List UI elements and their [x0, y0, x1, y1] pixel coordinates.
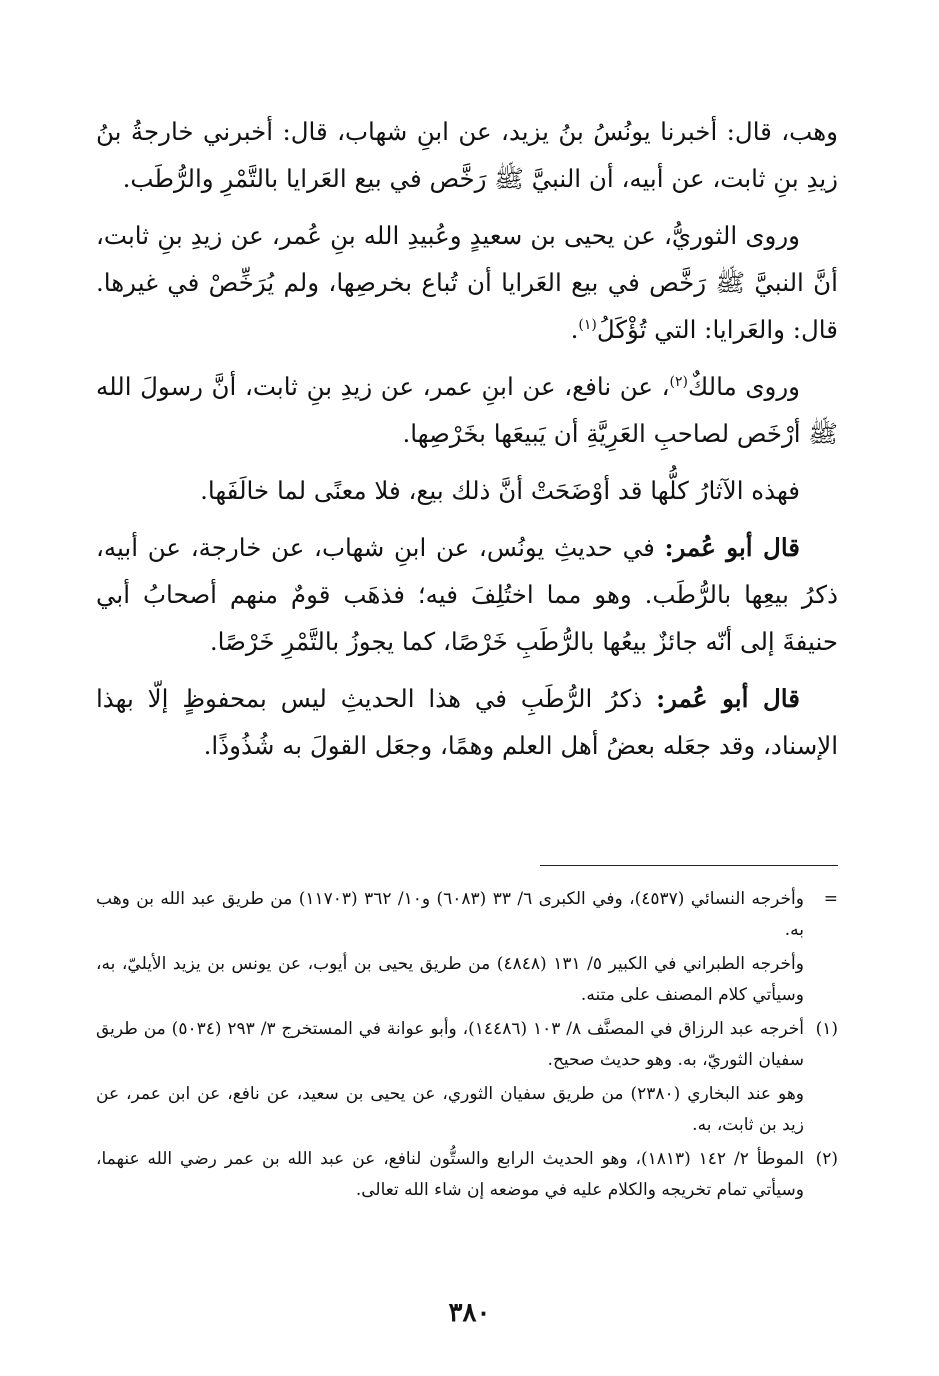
page-number: ٣٨٠ — [448, 1298, 491, 1328]
footnote-continuation — [96, 884, 838, 946]
footnote-text: الموطأ ٢/ ١٤٢ (١٨١٣)، وهو الحديث الرابع والستُّون لنافع، عن عبد الله بن عمر رضي الله عنهما، وسيأتي تمام تخريجه والكلام عليه في موضعه إن شاء الله تعالى. — [96, 1149, 804, 1200]
footnote-ref-2[interactable]: (٢) — [669, 373, 689, 390]
paragraph-1 — [96, 108, 838, 202]
footnote-marker: = — [823, 889, 838, 909]
paragraph-4 — [96, 467, 838, 514]
footnote-text: أخرجه عبد الرزاق في المصنَّف ٨/ ١٠٣ (١٤٤٨٦)، وأبو عوانة في المستخرج ٣/ ٢٩٣ (٥٠٣٤) من طريق سفيان الثوريّ، به. وهو حديث صحيح. — [96, 1019, 805, 1070]
footnote-marker: (١) — [815, 1019, 838, 1039]
paragraph-6-lead: قال أبو عُمر: — [656, 684, 800, 713]
paragraph-2-text: وروى الثوريُّ، عن يحيى بن سعيدٍ وعُبيدِ الله بنِ عُمر، عن زيدِ بنِ ثابت، أنَّ النبيَّ ﷺ رَخَّص في بيع العَرايا أن تُباع بخرصِها، ولم يُرَخِّصْ في غيرها. قال: والعَرايا: التي تُؤْكَلُ — [96, 221, 838, 344]
footnote-2 — [96, 1144, 838, 1206]
paragraph-3-text-before: وروى مالكٌ — [688, 372, 800, 401]
footnotes — [96, 884, 838, 1209]
footnote-continuation-2 — [96, 949, 838, 1011]
footnote-1-continuation — [96, 1079, 838, 1141]
paragraph-2 — [96, 212, 838, 353]
paragraph-6 — [96, 675, 838, 769]
paragraph-2-tail: . — [570, 315, 579, 344]
footnote-marker: (٢) — [815, 1149, 838, 1169]
paragraph-1-text: وهب، قال: أخبرنا يونُسُ بنُ يزيد، عن ابنِ شهاب، قال: أخبرني خارجةُ بنُ زيدِ بنِ ثابت، عن أبيه، أن النبيَّ ﷺ رَخَّص في بيع العَرايا بالتَّمْرِ والرُّطَب. — [96, 117, 838, 193]
footnote-text: وأخرجه الطبراني في الكبير ٥/ ١٣١ (٤٨٤٨) من طريق يحيى بن أيوب، عن يونس بن يزيد الأيليّ، به، وسيأتي كلام المصنف على متنه. — [96, 954, 804, 1005]
paragraph-5-text: في حديثِ يونُس، عن ابنِ شهاب، عن خارجة، عن أبيه، ذكرُ بيعِها بالرُّطَب. وهو مما اختُلِفَ فيه؛ فذهَب قومٌ منهم أصحابُ أبي حنيفةَ إلى أنّه جائزٌ بيعُها بالرُّطَبِ خَرْصًا، كما يجوزُ بالتَّمْرِ خَرْصًا. — [96, 533, 838, 656]
footnote-1 — [96, 1014, 838, 1076]
paragraph-3 — [96, 363, 838, 457]
footnote-separator — [540, 865, 838, 866]
paragraph-5 — [96, 524, 838, 665]
footnote-ref-1[interactable]: (١) — [578, 316, 597, 333]
paragraph-3-text-after: ، عن نافع، عن ابنِ عمر، عن زيدِ بنِ ثابت، أنَّ رسولَ الله ﷺ أرْخَص لصاحبِ العَرِيَّةِ أن يَبيعَها بخَرْصِها. — [96, 372, 838, 448]
paragraph-4-text: فهذه الآثارُ كلُّها قد أوْضَحَتْ أنَّ ذلك بيع، فلا معنًى لما خالَفَها. — [200, 476, 800, 505]
footnote-text: وهو عند البخاري (٢٣٨٠) من طريق سفيان الثوري، عن يحيى بن سعيد، عن نافع، عن ابن عمر، عن زيد بن ثابت، به. — [96, 1084, 804, 1135]
main-text — [96, 108, 838, 779]
paragraph-5-lead: قال أبو عُمر: — [664, 533, 800, 562]
footnote-text: وأخرجه النسائي (٤٥٣٧)، وفي الكبرى ٦/ ٣٣ (٦٠٨٣) و١٠/ ٣٦٢ (١١٧٠٣) من طريق عبد الله بن وهب به. — [96, 889, 804, 940]
paragraph-6-text: ذكرُ الرُّطَبِ في هذا الحديثِ ليس بمحفوظٍ إلّا بهذا الإسناد، وقد جعَله بعضُ أهل العلم وهمًا، وجعَل القولَ به شُذُوذًا. — [96, 684, 838, 760]
